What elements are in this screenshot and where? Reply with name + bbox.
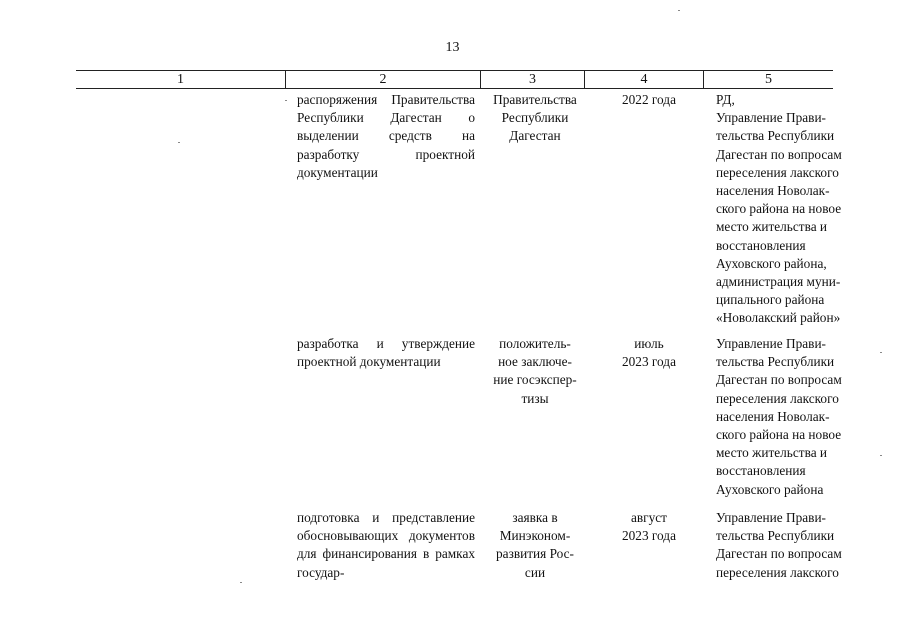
scan-speck xyxy=(285,100,287,101)
scan-speck xyxy=(678,10,680,11)
table-header-row xyxy=(76,70,833,89)
row3-deadline: август 2023 года xyxy=(622,510,676,544)
row1-action: распоряжения Правительства Республики Дагестан о выделении средств на разработку проектной документации xyxy=(297,92,475,180)
header-col-3: 3 xyxy=(529,72,536,87)
row2-responsible: Управление Прави- тельства Республики Дагестан по вопросам переселения лакского населения Новолак- ского района на новое место жительства и восстановления Ауховского района xyxy=(716,336,842,497)
row2-action: разработка и утверждение проектной документации xyxy=(297,336,475,370)
row1-result: Правительства Республики Дагестан xyxy=(493,92,577,144)
row1-responsible: РД, Управление Прави- тельства Республики Дагестан по вопросам переселения лакского населения Новолак- ского района на новое место жительства и восстановления Ауховского района, администрация муни- ципального района «Новолакский район» xyxy=(716,92,842,326)
row3-responsible: Управление Прави- тельства Республики Дагестан по вопросам переселения лакского xyxy=(716,510,842,580)
row3-result: заявка в Минэконом- развития Рос- сии xyxy=(496,510,574,580)
scan-speck xyxy=(880,455,882,456)
scan-speck xyxy=(880,352,882,353)
header-col-4: 4 xyxy=(640,72,648,87)
row3-action: подготовка и представление обосновывающих документов для финансирования в рамках государ- xyxy=(297,510,475,580)
scan-speck xyxy=(240,582,242,583)
header-col-5: 5 xyxy=(765,72,772,87)
row2-deadline: июль 2023 года xyxy=(622,336,676,370)
scan-speck xyxy=(178,142,180,143)
header-col-2: 2 xyxy=(379,72,387,87)
row2-result: положитель- ное заключе- ние госэкспер- тизы xyxy=(493,336,577,406)
row1-deadline: 2022 года xyxy=(622,92,676,107)
page-number: 13 xyxy=(445,40,460,55)
header-col-1: 1 xyxy=(177,72,184,87)
